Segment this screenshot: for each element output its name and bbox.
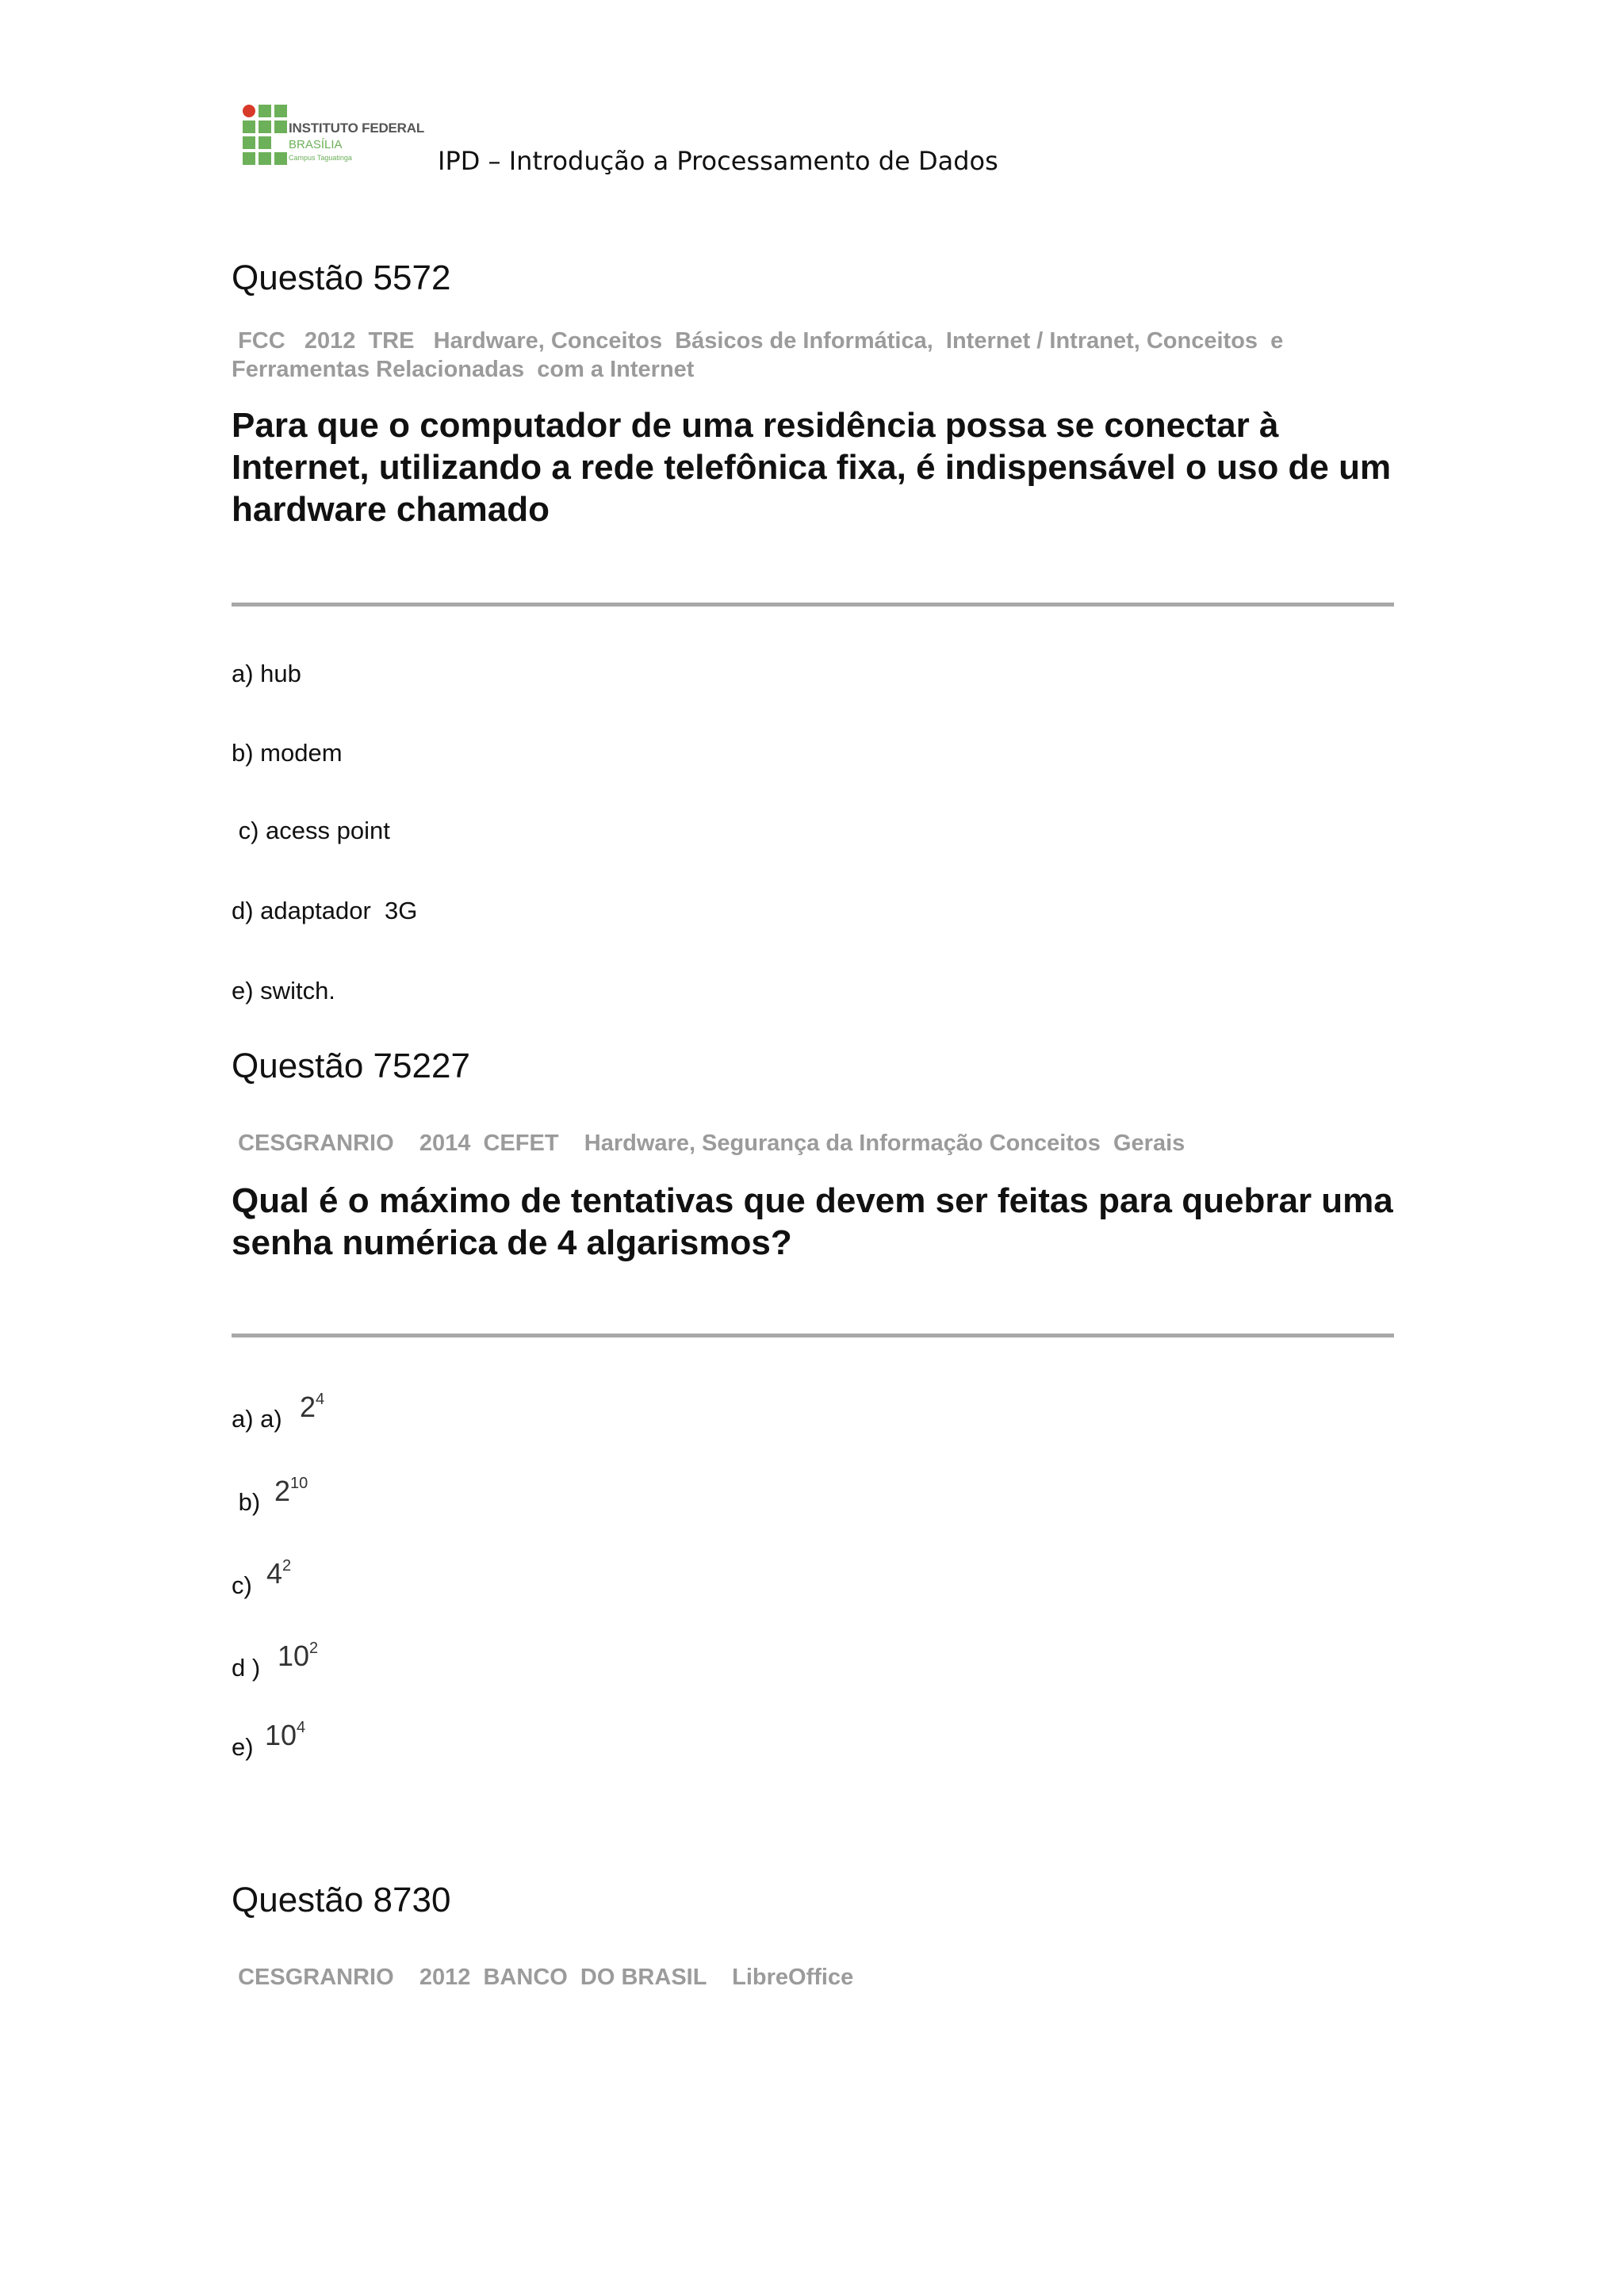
- question-meta: FCC 2012 TRE Hardware, Conceitos Básicos de Informática, Internet / Intranet, Conceitos e Ferramentas Relacionadas com a Internet: [232, 328, 1290, 382]
- power-exponent: 4: [316, 1391, 325, 1408]
- logo-text-line2: BRASÍLIA: [289, 138, 343, 151]
- answer-option-label: d ): [232, 1654, 261, 1682]
- power-exponent: 2: [309, 1640, 319, 1657]
- question-text: Para que o computador de uma residência possa se conectar à Internet, utilizando a rede telefônica fixa, é indispensável o uso de um hardware chamado: [232, 406, 1392, 529]
- page-header-title: IPD – Introdução a Processamento de Dados: [438, 146, 998, 176]
- power-exponent: 4: [297, 1719, 306, 1736]
- question-meta: CESGRANRIO 2014 CEFET Hardware, Segurança da Informação Conceitos Gerais: [232, 1131, 1185, 1156]
- answer-option: a) hub: [232, 660, 301, 687]
- answer-option: e) switch.: [232, 977, 335, 1004]
- answer-option-label: c): [232, 1571, 252, 1599]
- power-exponent: 10: [290, 1475, 308, 1492]
- power-base: 2: [274, 1475, 291, 1507]
- answer-option-label: a) a): [232, 1405, 282, 1433]
- power-expression: [266, 1557, 291, 1590]
- power-exponent: 2: [282, 1557, 292, 1575]
- logo-text-line1: INSTITUTO FEDERAL: [289, 121, 425, 136]
- question-title: Questão 5572: [232, 258, 451, 297]
- power-expression: [274, 1475, 308, 1508]
- logo-text-line3: Campus Taguatinga: [289, 154, 352, 162]
- question-text: Qual é o máximo de tentativas que devem ser feitas para quebrar uma senha numérica de 4 algarismos?: [232, 1181, 1393, 1262]
- power-base: 4: [266, 1557, 283, 1590]
- answer-option: b) modem: [232, 739, 343, 767]
- question-title: Questão 8730: [232, 1881, 451, 1919]
- answer-option: c) acess point: [232, 817, 390, 844]
- power-base: 10: [265, 1719, 297, 1751]
- power-base: 10: [278, 1640, 310, 1672]
- power-expression: [300, 1391, 324, 1424]
- power-expression: [265, 1719, 305, 1752]
- question-meta: CESGRANRIO 2012 BANCO DO BRASIL LibreOffice: [232, 1965, 854, 1990]
- divider: [232, 603, 1394, 607]
- divider: [232, 1334, 1394, 1337]
- answer-option-label: e): [232, 1733, 254, 1761]
- answer-option-label: b): [232, 1488, 261, 1516]
- question-title: Questão 75227: [232, 1047, 470, 1085]
- logo-grid-icon: [243, 103, 290, 168]
- power-base: 2: [300, 1391, 316, 1423]
- power-expression: [278, 1640, 318, 1673]
- institute-logo: [243, 103, 425, 168]
- answer-option: d) adaptador 3G: [232, 897, 418, 924]
